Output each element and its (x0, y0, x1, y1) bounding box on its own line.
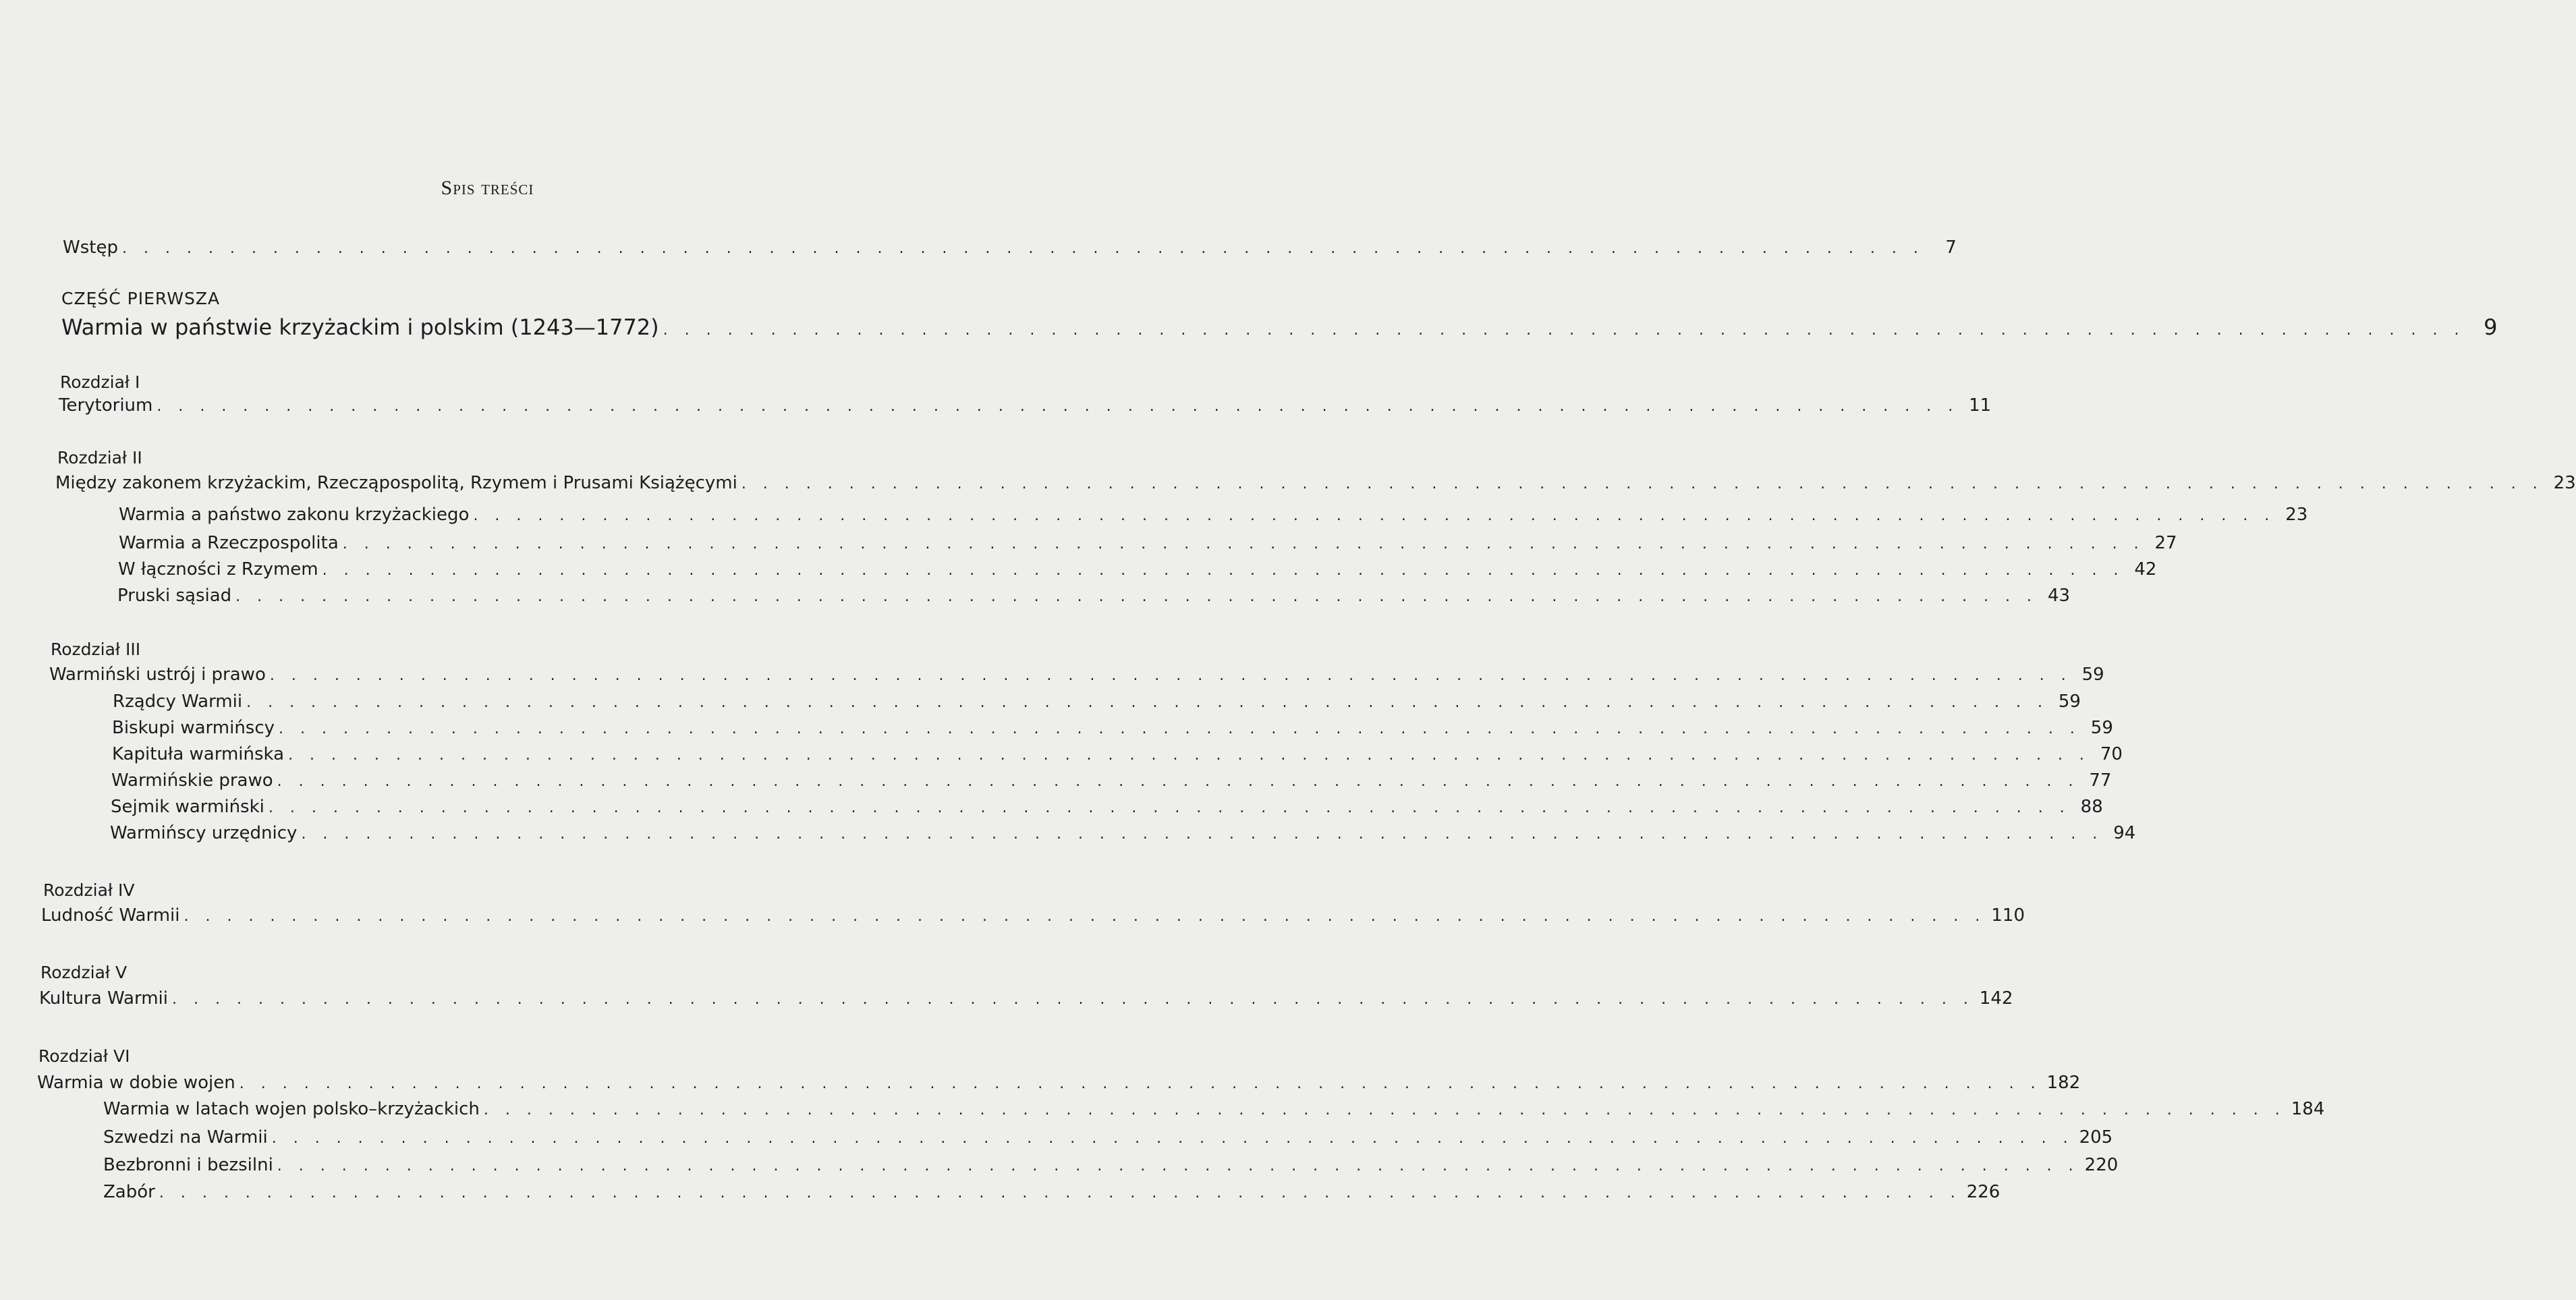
toc-page-number: 184 (2291, 1099, 2325, 1119)
toc-entry-text: Warmińskie prawo (111, 770, 273, 791)
toc-entry-text: Warmińscy urzędnicy (110, 823, 298, 843)
toc-entry-intro[interactable] (63, 237, 1957, 258)
toc-page-number: 27 (2154, 533, 2177, 553)
toc-entry-text: Warmiński ustrój i prawo (49, 665, 266, 685)
chapter-label: Rozdział II (57, 448, 142, 468)
toc-entry-text: Warmia w latach wojen polsko–krzyżackich (103, 1099, 480, 1119)
toc-page-number: 43 (2047, 586, 2071, 606)
toc-page-number: 59 (2081, 665, 2104, 685)
chapter-label: Rozdział I (60, 372, 140, 392)
chapter-label: Rozdział III (51, 640, 141, 659)
toc-subentry[interactable] (117, 586, 2071, 606)
dot-leader: . . . . . . . . . . . . . . . . . . . . . . . . . . . . . . . . . . . . . . . . . . . . . . . . . . . . . . . . . . . . . . . . . . . . . . . . . . . . . . . . . . . . (279, 720, 2081, 737)
toc-page-number: 142 (1979, 988, 2013, 1009)
toc-subentry[interactable] (110, 823, 2136, 843)
toc-entry-text: W łączności z Rzymem (118, 559, 318, 580)
toc-entry-text: Wstęp (63, 237, 118, 258)
toc-subentry[interactable] (111, 797, 2103, 817)
dot-leader: . . . . . . . . . . . . . . . . . . . . . . . . . . . . . . . . . . . . . . . . . . . . . . . . . . . . . . . . . . . . . . . . . . . . . . . . . . . . . . . . . . . . (301, 826, 2104, 843)
toc-page-number: 70 (2100, 744, 2123, 764)
dot-leader: . . . . . . . . . . . . . . . . . . . . . . . . . . . . . . . . . . . . . . . . . . . . . . . . . . . . . . . . . . . . . . . . . . . . . . . . . . . . . . . . . . . . (246, 694, 2048, 711)
dot-leader: . . . . . . . . . . . . . . . . . . . . . . . . . . . . . . . . . . . . . . . . . . . . . . . . . . . . . . . . . . . . . . . . . . . . . . . . . . . . . . . . . . . . (277, 1158, 2079, 1175)
toc-entry-text: Bezbronni i bezsilni (103, 1155, 273, 1175)
dot-leader: . . . . . . . . . . . . . . . . . . . . . . . . . . . . . . . . . . . . . . . . . . . . . . . . . . . . . . . . . . . . . . . . . . . . . . . . . . . . . . . . . . . . (342, 536, 2145, 553)
dot-leader: . . . . . . . . . . . . . . . . . . . . . . . . . . . . . . . . . . . . . . . . . . . . . . . . . . . . . . . . . . . . . . . . . . . . . . . . . . . . . . . . . . . . (235, 588, 2038, 605)
dot-leader: . . . . . . . . . . . . . . . . . . . . . . . . . . . . . . . . . . . . . . . . . . . . . . . . . . . . . . . . . . . . . . . . . . . . . . . . . . . . . . . . . . . . (184, 908, 1986, 925)
toc-subentry[interactable] (103, 1155, 2119, 1175)
toc-entry-text: Rządcy Warmii (113, 691, 243, 712)
dot-leader: . . . . . . . . . . . . . . . . . . . . . . . . . . . . . . . . . . . . . . . . . . . . . . . . . . . . . . . . . . . . . . . . . . . . . . . . . . . . . . . . . . . . (157, 398, 1959, 415)
toc-entry-text: Warmia w dobie wojen (37, 1073, 235, 1093)
toc-entry-ch1[interactable] (59, 395, 1992, 416)
toc-subentry[interactable] (119, 505, 2308, 525)
toc-subentry[interactable] (119, 533, 2177, 553)
toc-page-number: 205 (2079, 1127, 2113, 1148)
toc-entry-ch4[interactable] (41, 905, 2025, 926)
toc-entry-text: Kapituła warmińska (112, 744, 285, 764)
toc-subentry[interactable] (103, 1127, 2113, 1148)
toc-entry-text: Warmia a państwo zakonu krzyżackiego (119, 505, 470, 525)
toc-entry-text: Terytorium (59, 395, 153, 416)
toc-page-number: 9 (2484, 314, 2498, 340)
chapter-label: Rozdział VI (38, 1046, 130, 1066)
toc-entry-text: Między zakonem krzyżackim, Rzecząpospolitą, Rzymem i Prusami Książęcymi (55, 473, 737, 493)
dot-leader: . . . . . . . . . . . . . . . . . . . . . . . . . . . . . . . . . . . . . . . . . . . . . . . . . . . . . . . . . . . . . . . . . . . . . . . . . . . . . . . . . . . . (741, 476, 2544, 492)
toc-entry-text: Pruski sąsiad (117, 586, 232, 606)
toc-page-number: 88 (2080, 797, 2103, 817)
toc-subentry[interactable] (103, 1182, 2000, 1202)
toc-page-number: 42 (2134, 559, 2157, 580)
toc-subentry[interactable] (112, 744, 2123, 764)
dot-leader: . . . . . . . . . . . . . . . . . . . . . . . . . . . . . . . . . . . . . . . . . . . . . . . . . . . . . . . . . . . . . . . . . . . . . . . . . . . . . . . . . . . . (473, 507, 2276, 524)
dot-leader: . . . . . . . . . . . . . . . . . . . . . . . . . . . . . . . . . . . . . . . . . . . . . . . . . . . . . . . . . . . . . . . . . . . . . . . . . . . . . . . . . . . . (239, 1075, 2042, 1092)
toc-page-number: 182 (2046, 1073, 2081, 1093)
dot-leader: . . . . . . . . . . . . . . . . . . . . . . . . . . . . . . . . . . . . . . . . . . . . . . . . . . . . . . . . . . . . . . . . . . . . . . . . . . . . . . . . . . . . (277, 773, 2079, 790)
dot-leader: . . . . . . . . . . . . . . . . . . . . . . . . . . . . . . . . . . . . . . . . . . . . . . . . . . . . . . . . . . . . . . . . . . . . . . . . . . . . . . . . . . . . (159, 1185, 1961, 1202)
toc-subentry[interactable] (112, 718, 2113, 738)
toc-page-number: 110 (1991, 905, 2025, 926)
toc-page-number: 11 (1969, 395, 1992, 416)
toc-entry-text: Warmia w państwie krzyżackim i polskim (1243—1772) (61, 314, 659, 340)
toc-page-number: 23 (2285, 505, 2308, 525)
chapter-label: Rozdział IV (43, 880, 135, 900)
chapter-label: Rozdział V (40, 963, 128, 982)
part-label: CZĘŚĆ PIERWSZA (61, 289, 221, 308)
toc-entry-ch6[interactable] (37, 1073, 2081, 1093)
toc-page-number: 59 (2058, 691, 2081, 712)
dot-leader: . . . . . . . . . . . . . . . . . . . . . . . . . . . . . . . . . . . . . . . . . . . . . . . . . . . . . . . . . . . . . . . . . . . . . . . . . . . . . . . . . . . . (271, 1130, 2074, 1147)
toc-page-number: 77 (2089, 770, 2112, 791)
toc-entry-text: Sejmik warmiński (111, 797, 264, 817)
dot-leader: . . . . . . . . . . . . . . . . . . . . . . . . . . . . . . . . . . . . . . . . . . . . . . . . . . . . . . . . . . . . . . . . . . . . . . . . . . . . . . . . . . . . (269, 667, 2072, 684)
toc-entry-text: Szwedzi na Warmii (103, 1127, 268, 1148)
toc-entry-part1[interactable] (61, 314, 2498, 340)
toc-page-number: 226 (1966, 1182, 2000, 1202)
toc-entry-text: Biskupi warmińscy (112, 718, 275, 738)
dot-leader: . . . . . . . . . . . . . . . . . . . . . . . . . . . . . . . . . . . . . . . . . . . . . . . . . . . . . . . . . . . . . . . . . . . . . . . . . . . . . . . . . . . . (663, 322, 2465, 339)
toc-entry-ch5[interactable] (39, 988, 2013, 1009)
toc-entry-text: Kultura Warmii (39, 988, 169, 1009)
toc-entry-text: Warmia a Rzeczpospolita (119, 533, 339, 553)
toc-page-number: 94 (2113, 823, 2136, 843)
toc-page-number: 220 (2084, 1155, 2119, 1175)
toc-subentry[interactable] (113, 691, 2081, 712)
toc-entry-text: Zabór (103, 1182, 155, 1202)
dot-leader: . . . . . . . . . . . . . . . . . . . . . . . . . . . . . . . . . . . . . . . . . . . . . . . . . . . . . . . . . . . . . . . . . . . . . . . . . . . . . . . . . . . . (322, 562, 2125, 579)
dot-leader: . . . . . . . . . . . . . . . . . . . . . . . . . . . . . . . . . . . . . . . . . . . . . . . . . . . . . . . . . . . . . . . . . . . . . . . . . . . . . . . . . . . . (288, 747, 2090, 764)
dot-leader: . . . . . . . . . . . . . . . . . . . . . . . . . . . . . . . . . . . . . . . . . . . . . . . . . . . . . . . . . . . . . . . . . . . . . . . . . . . . . . . . . . . . (121, 240, 1924, 257)
dot-leader: . . . . . . . . . . . . . . . . . . . . . . . . . . . . . . . . . . . . . . . . . . . . . . . . . . . . . . . . . . . . . . . . . . . . . . . . . . . . . . . . . . . . (268, 799, 2071, 816)
toc-page-number: 59 (2090, 718, 2113, 738)
dot-leader: . . . . . . . . . . . . . . . . . . . . . . . . . . . . . . . . . . . . . . . . . . . . . . . . . . . . . . . . . . . . . . . . . . . . . . . . . . . . . . . . . . . . (172, 991, 1974, 1008)
toc-entry-text: Ludność Warmii (41, 905, 180, 926)
toc-entry-ch2[interactable] (55, 473, 2576, 493)
toc-subentry[interactable] (118, 559, 2157, 580)
dot-leader: . . . . . . . . . . . . . . . . . . . . . . . . . . . . . . . . . . . . . . . . . . . . . . . . . . . . . . . . . . . . . . . . . . . . . . . . . . . . . . . . . . . . (483, 1102, 2286, 1119)
toc-subentry[interactable] (103, 1099, 2325, 1119)
page-title: Spis treści (441, 177, 534, 199)
toc-subentry[interactable] (111, 770, 2112, 791)
toc-entry-ch3[interactable] (49, 665, 2104, 685)
toc-page-number: 7 (1945, 237, 1957, 258)
toc-page-number: 23 (2553, 473, 2576, 493)
